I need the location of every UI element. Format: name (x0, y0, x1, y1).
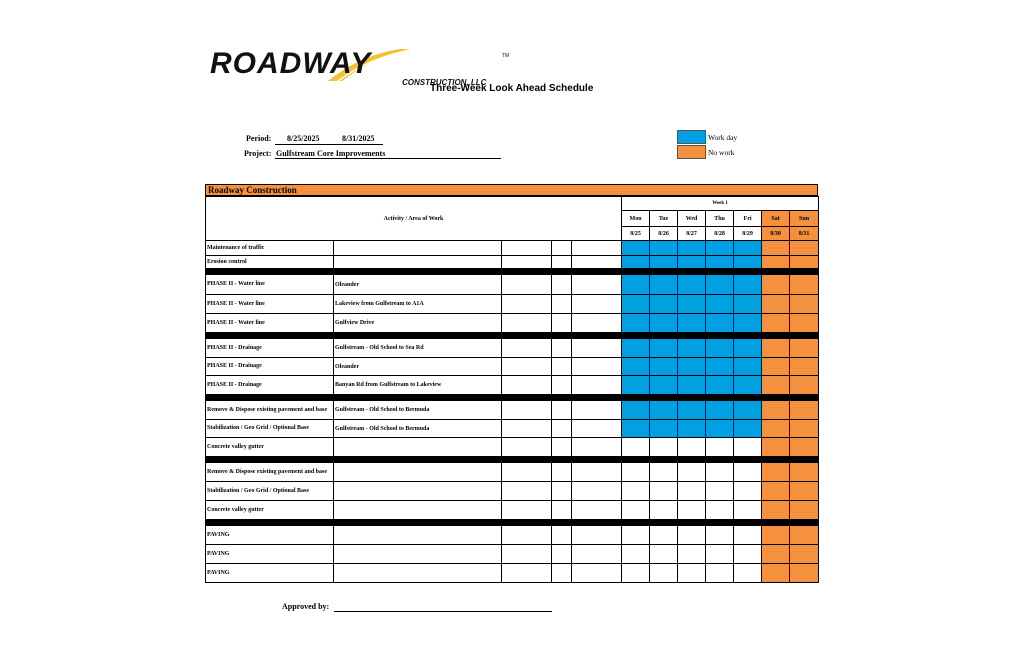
approved-by-line (334, 611, 552, 612)
day-cell-mon (622, 275, 650, 295)
logo-brand-text: ROADWAY (210, 47, 372, 80)
blank-cell (552, 463, 572, 482)
day-cell-mon (622, 438, 650, 457)
day-cell-tue (650, 482, 678, 501)
area-cell (334, 482, 502, 501)
project-label: Project: (244, 149, 272, 158)
day-cell-sat (762, 314, 790, 333)
activity-cell: Stabilization / Geo Grid / Optional Base (206, 482, 334, 501)
blank-cell (502, 241, 552, 256)
activity-cell: PHASE II - Water line (206, 314, 334, 333)
blank-cell (572, 358, 622, 376)
day-cell-thu (706, 295, 734, 314)
approved-by-label: Approved by: (282, 602, 330, 611)
blank-cell (502, 501, 552, 520)
blank-cell (572, 241, 622, 256)
blank-cell (552, 401, 572, 420)
logo-tagline: CONSTRUCTION, LLC (402, 78, 487, 87)
day-cell-thu (706, 501, 734, 520)
blank-cell (552, 526, 572, 545)
day-cell-thu (706, 376, 734, 395)
day-cell-fri (734, 339, 762, 358)
day-cell-mon (622, 545, 650, 564)
day-cell-mon (622, 482, 650, 501)
blank-cell (502, 564, 552, 583)
day-cell-fri (734, 463, 762, 482)
day-cell-mon (622, 463, 650, 482)
blank-cell (572, 438, 622, 457)
day-cell-sat (762, 376, 790, 395)
activity-cell: PHASE II - Drainage (206, 376, 334, 395)
blank-cell (552, 438, 572, 457)
day-cell-thu (706, 420, 734, 438)
blank-cell (502, 482, 552, 501)
day-cell-sun (790, 275, 819, 295)
table-row (206, 501, 819, 520)
day-cell-sun (790, 545, 819, 564)
period-underline (275, 144, 383, 145)
blank-cell (502, 463, 552, 482)
day-cell-sat (762, 526, 790, 545)
day-cell-fri (734, 275, 762, 295)
day-cell-mon (622, 295, 650, 314)
area-cell (334, 256, 502, 269)
activity-cell: PAVING (206, 564, 334, 583)
day-header-fri: Fri (734, 211, 762, 227)
company-header: Roadway Construction (205, 184, 818, 196)
day-cell-wed (678, 420, 706, 438)
week-label: Week 1 (622, 197, 819, 211)
blank-cell (552, 339, 572, 358)
area-cell: Gulfstream - Old School to Bermuda (334, 401, 502, 420)
table-row (206, 401, 819, 420)
blank-cell (572, 295, 622, 314)
table-row (206, 241, 819, 256)
day-cell-wed (678, 564, 706, 583)
day-cell-fri (734, 358, 762, 376)
day-cell-thu (706, 241, 734, 256)
day-cell-mon (622, 420, 650, 438)
day-cell-sat (762, 275, 790, 295)
date-header-mon: 8/25 (622, 227, 650, 241)
schedule-grid (205, 196, 819, 583)
day-cell-fri (734, 256, 762, 269)
legend-nowork-label: No work (708, 148, 735, 157)
blank-cell (502, 275, 552, 295)
blank-cell (502, 526, 552, 545)
blank-cell (552, 420, 572, 438)
blank-cell (502, 256, 552, 269)
day-cell-tue (650, 241, 678, 256)
day-cell-fri (734, 314, 762, 333)
area-cell (334, 545, 502, 564)
day-cell-thu (706, 482, 734, 501)
activity-cell: PHASE II - Water line (206, 275, 334, 295)
day-header-sat: Sat (762, 211, 790, 227)
blank-cell (552, 545, 572, 564)
blank-cell (502, 420, 552, 438)
table-row (206, 275, 819, 295)
date-header-tue: 8/26 (650, 227, 678, 241)
blank-cell (502, 295, 552, 314)
day-cell-sun (790, 339, 819, 358)
blank-cell (572, 275, 622, 295)
day-cell-thu (706, 526, 734, 545)
area-cell (334, 501, 502, 520)
date-header-sat: 8/30 (762, 227, 790, 241)
day-cell-tue (650, 401, 678, 420)
day-header-tue: Tue (650, 211, 678, 227)
day-cell-sun (790, 438, 819, 457)
blank-cell (552, 256, 572, 269)
blank-cell (572, 482, 622, 501)
blank-cell (502, 545, 552, 564)
day-cell-wed (678, 438, 706, 457)
day-cell-sun (790, 358, 819, 376)
period-label: Period: (246, 134, 272, 143)
table-row (206, 339, 819, 358)
day-cell-sat (762, 501, 790, 520)
legend-workday-label: Work day (708, 133, 738, 142)
day-cell-fri (734, 501, 762, 520)
day-cell-mon (622, 314, 650, 333)
table-row (206, 564, 819, 583)
day-cell-tue (650, 501, 678, 520)
blank-cell (572, 256, 622, 269)
day-cell-mon (622, 376, 650, 395)
day-cell-wed (678, 401, 706, 420)
day-cell-fri (734, 241, 762, 256)
activity-cell: Stabilization / Geo Grid / Optional Base (206, 420, 334, 438)
day-cell-thu (706, 401, 734, 420)
date-header-fri: 8/29 (734, 227, 762, 241)
area-cell (334, 463, 502, 482)
day-cell-mon (622, 256, 650, 269)
blank-cell (572, 401, 622, 420)
day-cell-sat (762, 482, 790, 501)
table-row (206, 526, 819, 545)
table-row (206, 438, 819, 457)
schedule-table (205, 184, 818, 583)
activity-header: Activity / Area of Work (206, 197, 622, 241)
day-cell-fri (734, 545, 762, 564)
table-row (206, 420, 819, 438)
blank-cell (572, 314, 622, 333)
day-cell-sun (790, 376, 819, 395)
area-cell: Oleander (334, 358, 502, 376)
day-cell-sat (762, 401, 790, 420)
day-cell-wed (678, 256, 706, 269)
day-cell-tue (650, 463, 678, 482)
blank-cell (552, 241, 572, 256)
day-cell-thu (706, 463, 734, 482)
blank-cell (552, 482, 572, 501)
legend-nowork-swatch (677, 145, 706, 159)
day-cell-fri (734, 482, 762, 501)
day-cell-mon (622, 501, 650, 520)
area-cell (334, 241, 502, 256)
table-row (206, 545, 819, 564)
day-cell-wed (678, 501, 706, 520)
day-cell-mon (622, 358, 650, 376)
day-cell-mon (622, 526, 650, 545)
area-cell: Gulfview Drive (334, 314, 502, 333)
day-cell-wed (678, 275, 706, 295)
day-cell-thu (706, 358, 734, 376)
day-cell-mon (622, 339, 650, 358)
table-row (206, 295, 819, 314)
day-cell-fri (734, 420, 762, 438)
date-header-thu: 8/28 (706, 227, 734, 241)
area-cell: Oleander (334, 275, 502, 295)
blank-cell (502, 438, 552, 457)
day-cell-tue (650, 314, 678, 333)
day-cell-tue (650, 564, 678, 583)
day-cell-sun (790, 526, 819, 545)
day-cell-thu (706, 564, 734, 583)
day-cell-tue (650, 275, 678, 295)
project-underline (275, 158, 501, 159)
day-cell-fri (734, 564, 762, 583)
day-header-thu: Thu (706, 211, 734, 227)
day-cell-wed (678, 463, 706, 482)
date-header-sun: 8/31 (790, 227, 819, 241)
table-row (206, 482, 819, 501)
activity-cell: PAVING (206, 526, 334, 545)
blank-cell (552, 376, 572, 395)
day-cell-sun (790, 256, 819, 269)
day-cell-tue (650, 295, 678, 314)
document-title: Three-Week Look Ahead Schedule (430, 83, 594, 94)
project-value: Gulfstream Core Improvements (276, 149, 386, 158)
activity-cell: PAVING (206, 545, 334, 564)
day-cell-sun (790, 295, 819, 314)
area-cell: Gulfstream - Old School to Bermuda (334, 420, 502, 438)
day-cell-sat (762, 420, 790, 438)
blank-cell (552, 564, 572, 583)
blank-cell (572, 545, 622, 564)
day-cell-tue (650, 545, 678, 564)
logo-tm: TM (502, 53, 510, 59)
day-cell-wed (678, 241, 706, 256)
day-cell-tue (650, 376, 678, 395)
area-cell (334, 526, 502, 545)
blank-cell (572, 339, 622, 358)
day-cell-sat (762, 358, 790, 376)
day-cell-sat (762, 463, 790, 482)
activity-cell: Maintenance of traffic (206, 241, 334, 256)
blank-cell (502, 376, 552, 395)
day-cell-wed (678, 339, 706, 358)
day-cell-wed (678, 545, 706, 564)
period-end: 8/31/2025 (342, 134, 375, 143)
blank-cell (552, 275, 572, 295)
blank-cell (572, 420, 622, 438)
table-row (206, 376, 819, 395)
blank-cell (502, 314, 552, 333)
day-cell-wed (678, 358, 706, 376)
day-cell-mon (622, 401, 650, 420)
day-cell-fri (734, 295, 762, 314)
day-cell-sat (762, 438, 790, 457)
day-cell-sun (790, 314, 819, 333)
day-cell-wed (678, 526, 706, 545)
day-cell-tue (650, 256, 678, 269)
table-row (206, 463, 819, 482)
activity-cell: PHASE II - Water line (206, 295, 334, 314)
table-row (206, 256, 819, 269)
day-cell-sat (762, 545, 790, 564)
day-cell-sun (790, 482, 819, 501)
area-cell: Banyan Rd from Gulfstream to Lakeview (334, 376, 502, 395)
day-cell-thu (706, 256, 734, 269)
area-cell (334, 438, 502, 457)
day-cell-sat (762, 339, 790, 358)
blank-cell (572, 501, 622, 520)
activity-cell: Erosion control (206, 256, 334, 269)
date-header-wed: 8/27 (678, 227, 706, 241)
day-cell-sun (790, 463, 819, 482)
day-cell-wed (678, 314, 706, 333)
day-cell-thu (706, 339, 734, 358)
day-header-mon: Mon (622, 211, 650, 227)
blank-cell (572, 564, 622, 583)
day-cell-fri (734, 401, 762, 420)
blank-cell (552, 358, 572, 376)
activity-cell: Remove & Dispose existing pavement and base (206, 401, 334, 420)
day-cell-wed (678, 376, 706, 395)
blank-cell (552, 314, 572, 333)
day-cell-fri (734, 376, 762, 395)
day-header-sun: Sun (790, 211, 819, 227)
day-cell-tue (650, 438, 678, 457)
period-start: 8/25/2025 (287, 134, 320, 143)
day-cell-tue (650, 339, 678, 358)
blank-cell (502, 358, 552, 376)
area-cell: Lakeview from Gulfstream to A1A (334, 295, 502, 314)
day-cell-tue (650, 358, 678, 376)
day-cell-sun (790, 241, 819, 256)
day-cell-wed (678, 295, 706, 314)
day-cell-sat (762, 256, 790, 269)
day-cell-mon (622, 564, 650, 583)
day-cell-sun (790, 401, 819, 420)
blank-cell (502, 339, 552, 358)
day-cell-tue (650, 526, 678, 545)
blank-cell (572, 376, 622, 395)
day-cell-thu (706, 438, 734, 457)
day-cell-thu (706, 545, 734, 564)
blank-cell (572, 526, 622, 545)
table-row (206, 358, 819, 376)
day-cell-fri (734, 438, 762, 457)
day-cell-mon (622, 241, 650, 256)
activity-cell: PHASE II - Drainage (206, 358, 334, 376)
day-header-wed: Wed (678, 211, 706, 227)
legend-workday-swatch (677, 130, 706, 144)
day-cell-sun (790, 501, 819, 520)
activity-cell: Concrete valley gutter (206, 501, 334, 520)
day-cell-fri (734, 526, 762, 545)
activity-cell: PHASE II - Drainage (206, 339, 334, 358)
blank-cell (552, 295, 572, 314)
day-cell-sun (790, 564, 819, 583)
activity-cell: Concrete valley gutter (206, 438, 334, 457)
day-cell-sat (762, 241, 790, 256)
table-row (206, 314, 819, 333)
blank-cell (572, 463, 622, 482)
day-cell-thu (706, 275, 734, 295)
area-cell (334, 564, 502, 583)
day-cell-sat (762, 295, 790, 314)
day-cell-thu (706, 314, 734, 333)
day-cell-sun (790, 420, 819, 438)
area-cell: Gulfstream - Old School to Sea Rd (334, 339, 502, 358)
activity-cell: Remove & Dispose existing pavement and base (206, 463, 334, 482)
day-cell-sat (762, 564, 790, 583)
blank-cell (552, 501, 572, 520)
day-cell-tue (650, 420, 678, 438)
blank-cell (502, 401, 552, 420)
day-cell-wed (678, 482, 706, 501)
